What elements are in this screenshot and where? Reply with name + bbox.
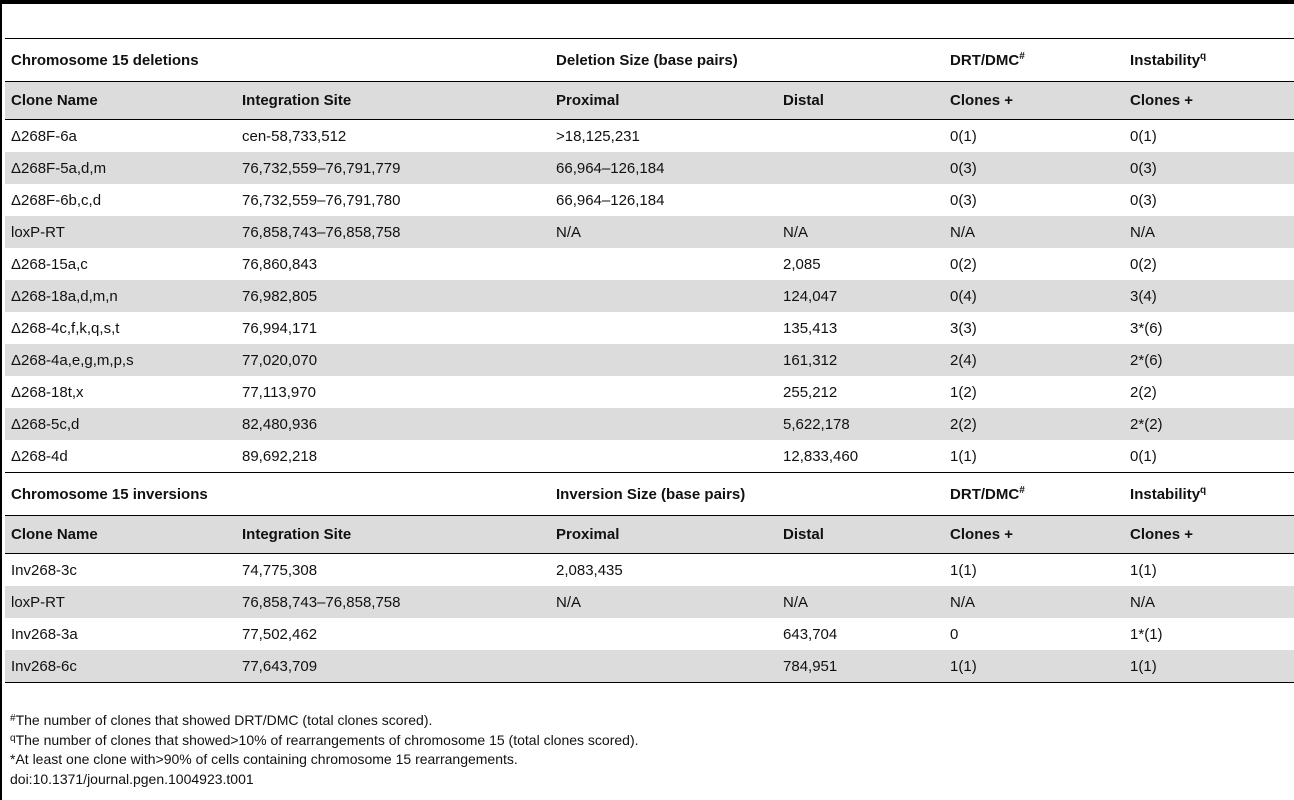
table-row <box>5 120 1294 153</box>
cell-drt: 1(2) <box>950 383 977 401</box>
cell-clone: Δ268-4d <box>5 440 236 473</box>
cell-distal: 643,704 <box>783 625 838 643</box>
drt-header-mark: # <box>1019 485 1025 496</box>
cell-proximal <box>550 408 777 440</box>
column-header-row <box>5 82 1294 120</box>
cell-proximal <box>550 312 777 344</box>
cell-clone: Δ268-4c,f,k,q,s,t <box>11 319 120 337</box>
doi-line <box>10 770 639 790</box>
doi-text: doi:10.1371/journal.pgen.1004923.t001 <box>10 770 254 787</box>
cell-clone: Δ268F-6b,c,d <box>11 191 102 209</box>
cell-drt: 1(1) <box>944 440 1124 473</box>
cell-site: cen-58,733,512 <box>242 127 347 145</box>
cell-proximal <box>550 248 777 280</box>
cell-clone: Δ268F-6a <box>11 127 77 145</box>
cell-instability: 3(4) <box>1124 280 1294 312</box>
cell-proximal: >18,125,231 <box>556 127 640 145</box>
cell-proximal <box>550 650 777 683</box>
table-row <box>5 586 1294 618</box>
footnote-text: The number of clones that showed DRT/DMC (total clones scored). <box>15 712 433 728</box>
cell-site: 89,692,218 <box>236 440 550 473</box>
cell-distal: 12,833,460 <box>777 440 944 473</box>
table-row <box>5 408 1294 440</box>
clone-table-body <box>5 39 1294 683</box>
drt-header-text: DRT/DMC <box>950 486 1020 503</box>
col-drt-clones: Clones + <box>944 82 1124 120</box>
cell-instability: N/A <box>1124 586 1294 618</box>
cell-drt: 1(1) <box>950 561 977 579</box>
cell-drt: 2(2) <box>944 408 1124 440</box>
cell-distal: 5,622,178 <box>777 408 944 440</box>
cell-distal: N/A <box>777 586 944 618</box>
drt-header <box>944 473 1124 516</box>
col-integration-site: Integration Site <box>236 82 550 120</box>
cell-site: 77,502,462 <box>242 625 318 643</box>
table-row <box>5 618 1294 650</box>
instability-header-text: Instability <box>1130 486 1201 503</box>
section-title: Chromosome 15 deletions <box>11 51 199 69</box>
cell-instability: 0(1) <box>1130 127 1157 145</box>
cell-drt: 0(3) <box>950 191 977 209</box>
cell-proximal <box>550 280 777 312</box>
drt-header <box>944 39 1124 82</box>
clone-table <box>5 39 1294 683</box>
footnote-text: *At least one clone with>90% of cells containing chromosome 15 rearrangements. <box>10 751 518 767</box>
table-row <box>5 248 1294 280</box>
cell-instability: 1(1) <box>1130 561 1157 579</box>
cell-site: 82,480,936 <box>236 408 550 440</box>
instability-header-text: Instability <box>1130 52 1201 69</box>
cell-distal: N/A <box>777 216 944 248</box>
cell-drt: 0(3) <box>944 152 1124 184</box>
col-clone-name: Clone Name <box>5 516 236 554</box>
cell-instability: 2*(2) <box>1124 408 1294 440</box>
cell-site: 77,113,970 <box>242 383 316 401</box>
cell-proximal <box>550 618 777 650</box>
cell-drt: 2(4) <box>944 344 1124 376</box>
section-row <box>5 39 1294 82</box>
cell-site: 76,732,559–76,791,779 <box>236 152 550 184</box>
cell-instability: 0(1) <box>1124 440 1294 473</box>
cell-distal <box>777 184 944 216</box>
cell-drt: N/A <box>944 586 1124 618</box>
col-proximal: Proximal <box>550 82 777 120</box>
cell-site: 76,994,171 <box>242 319 318 337</box>
cell-proximal: N/A <box>550 586 777 618</box>
table-row <box>5 152 1294 184</box>
col-integration-site: Integration Site <box>236 516 550 554</box>
cell-distal: 161,312 <box>777 344 944 376</box>
col-proximal: Proximal <box>550 516 777 554</box>
cell-proximal: 66,964–126,184 <box>550 152 777 184</box>
table-row <box>5 216 1294 248</box>
cell-instability: 1(1) <box>1124 650 1294 683</box>
col-clone-name: Clone Name <box>5 82 236 120</box>
cell-drt: 0 <box>950 625 959 643</box>
drt-header-mark: # <box>1019 51 1025 62</box>
col-drt-clones: Clones + <box>944 516 1124 554</box>
cell-distal <box>777 152 944 184</box>
cell-drt: 1(1) <box>944 650 1124 683</box>
cell-clone: Inv268-3c <box>11 561 77 579</box>
cell-instability: 2(2) <box>1130 383 1157 401</box>
col-instability-clones: Clones + <box>1124 516 1294 554</box>
cell-clone: Δ268-15a,c <box>11 255 88 273</box>
footnote-mark: q <box>10 732 16 744</box>
top-border <box>2 0 1294 4</box>
cell-proximal <box>550 344 777 376</box>
cell-site: 74,775,308 <box>242 561 318 579</box>
cell-proximal: 66,964–126,184 <box>556 191 665 209</box>
cell-instability: 0(3) <box>1130 191 1157 209</box>
cell-instability: 3*(6) <box>1130 319 1163 337</box>
table-row <box>5 280 1294 312</box>
cell-drt: 0(2) <box>950 255 977 273</box>
cell-distal: 2,085 <box>783 255 821 273</box>
cell-distal: 124,047 <box>777 280 944 312</box>
section-row <box>5 473 1294 516</box>
drt-header-text: DRT/DMC <box>950 52 1020 69</box>
cell-drt: 0(4) <box>944 280 1124 312</box>
cell-clone: Δ268-5c,d <box>5 408 236 440</box>
cell-distal <box>777 120 944 153</box>
footnote-asterisk <box>10 750 639 770</box>
cell-drt: 3(3) <box>950 319 977 337</box>
cell-proximal: 2,083,435 <box>556 561 623 579</box>
cell-clone: Δ268-18t,x <box>11 383 84 401</box>
cell-clone: Inv268-6c <box>5 650 236 683</box>
cell-instability: 2*(6) <box>1124 344 1294 376</box>
footnote-instability <box>10 731 639 751</box>
cell-site: 76,982,805 <box>236 280 550 312</box>
column-header-row <box>5 516 1294 554</box>
section-title: Chromosome 15 inversions <box>5 473 550 516</box>
instability-header <box>1124 39 1294 82</box>
instability-header-mark: q <box>1200 51 1207 62</box>
table-row <box>5 184 1294 216</box>
cell-proximal <box>550 376 777 408</box>
cell-clone: Δ268F-5a,d,m <box>5 152 236 184</box>
table-row <box>5 312 1294 344</box>
footnotes <box>10 711 639 789</box>
cell-site: 76,732,559–76,791,780 <box>242 191 401 209</box>
col-distal: Distal <box>777 516 944 554</box>
cell-instability: 0(3) <box>1124 152 1294 184</box>
col-instability-clones: Clones + <box>1124 82 1294 120</box>
table-row <box>5 554 1294 587</box>
cell-instability: 1*(1) <box>1130 625 1163 643</box>
instability-header-mark: q <box>1200 485 1207 496</box>
table-row <box>5 376 1294 408</box>
cell-clone: Δ268-18a,d,m,n <box>5 280 236 312</box>
cell-clone: Δ268-4a,e,g,m,p,s <box>5 344 236 376</box>
cell-proximal <box>550 440 777 473</box>
cell-instability: 0(2) <box>1130 255 1157 273</box>
cell-drt: 0(1) <box>950 127 977 145</box>
size-header: Inversion Size (base pairs) <box>550 473 944 516</box>
cell-instability: N/A <box>1124 216 1294 248</box>
footnote-drt <box>10 711 639 731</box>
cell-proximal: N/A <box>550 216 777 248</box>
cell-clone: Inv268-3a <box>11 625 78 643</box>
cell-site: 77,020,070 <box>236 344 550 376</box>
cell-distal: 784,951 <box>777 650 944 683</box>
size-header: Deletion Size (base pairs) <box>556 51 738 69</box>
instability-header <box>1124 473 1294 516</box>
cell-site: 77,643,709 <box>236 650 550 683</box>
col-distal: Distal <box>777 82 944 120</box>
cell-site: 76,858,743–76,858,758 <box>236 586 550 618</box>
cell-clone: loxP-RT <box>5 586 236 618</box>
table-row <box>5 440 1294 473</box>
footnote-text: The number of clones that showed>10% of rearrangements of chromosome 15 (total clones scored). <box>15 731 639 748</box>
cell-distal <box>777 554 944 587</box>
cell-site: 76,858,743–76,858,758 <box>236 216 550 248</box>
left-border <box>0 0 2 800</box>
table-row <box>5 650 1294 683</box>
footnote-mark: # <box>10 713 16 724</box>
cell-drt: N/A <box>944 216 1124 248</box>
cell-clone: loxP-RT <box>5 216 236 248</box>
table-row <box>5 344 1294 376</box>
cell-distal: 135,413 <box>783 319 838 337</box>
cell-distal: 255,212 <box>783 383 838 401</box>
cell-site: 76,860,843 <box>242 255 318 273</box>
